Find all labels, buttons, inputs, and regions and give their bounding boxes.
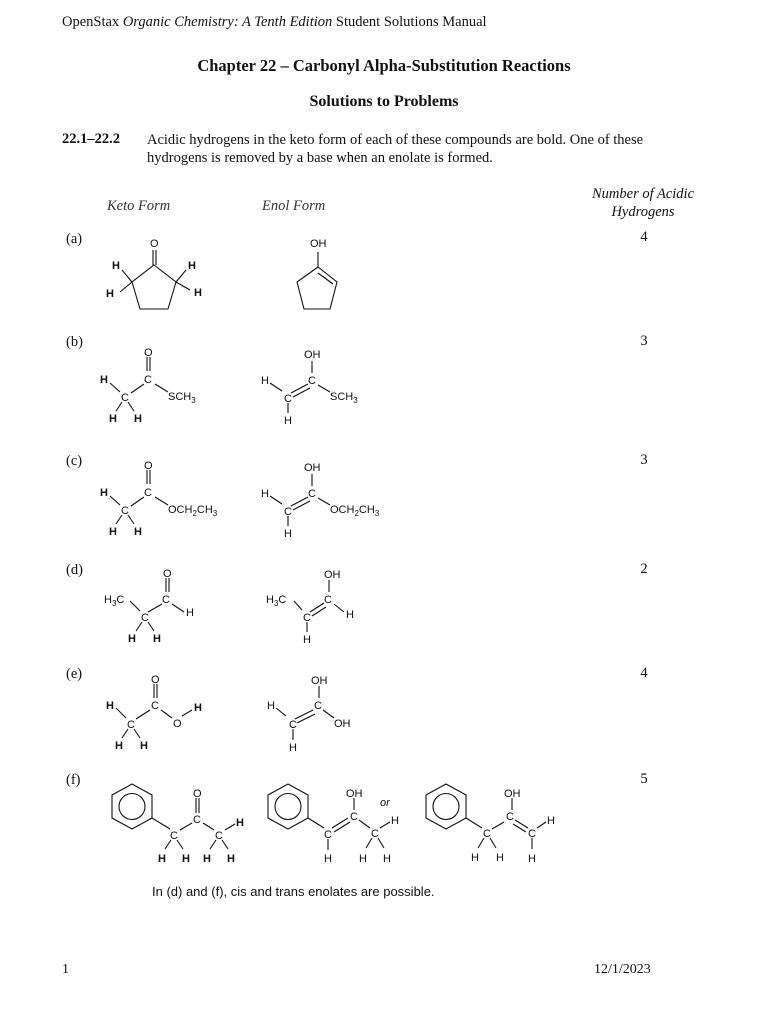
bond xyxy=(176,282,190,290)
keto-column-heading: Keto Form xyxy=(107,198,171,214)
row-count-f: 5 xyxy=(640,771,648,787)
double-bond xyxy=(312,607,326,616)
atom-h: H xyxy=(194,702,202,714)
structure-f-enol-terminal xyxy=(420,778,570,868)
atom-c: C xyxy=(506,811,514,823)
group-och2ch3: $OCH_2CH_3$ xyxy=(330,504,380,518)
atom-oh: OH xyxy=(334,718,351,730)
problem-number: 22.1–22.2 xyxy=(62,131,120,147)
row-count-c: 3 xyxy=(640,452,648,468)
problem-intro: Acidic hydrogens in the keto form of each of these compounds are bold. One of these hydrogens is removed by a base when an enolate is formed. xyxy=(147,132,644,166)
structure-e-keto xyxy=(102,672,222,757)
double-bond xyxy=(334,822,350,832)
double-bond xyxy=(291,497,308,506)
cyclopentene-ring xyxy=(297,267,337,309)
atom-c: C xyxy=(324,829,332,841)
atom-o: O xyxy=(163,568,172,580)
bond xyxy=(318,385,330,392)
atom-h-acidic: H xyxy=(109,526,117,538)
atom-c: C xyxy=(308,488,316,500)
atom-oh: OH xyxy=(324,569,341,581)
row-label-b: (b) xyxy=(66,334,83,350)
bond xyxy=(131,497,144,506)
atom-c: C xyxy=(371,828,379,840)
row-label-e: (e) xyxy=(66,666,83,682)
atom-h-acidic: H xyxy=(203,853,211,865)
atom-h: H xyxy=(261,375,269,387)
bond xyxy=(116,708,126,718)
atom-oh: OH xyxy=(504,788,521,800)
atom-o: O xyxy=(144,347,153,359)
bond xyxy=(492,822,504,829)
atom-oh: OH xyxy=(310,238,327,250)
atom-o: O xyxy=(173,718,182,730)
benzene-ring xyxy=(426,784,466,829)
atom-h-acidic: H xyxy=(106,288,114,300)
atom-h: H xyxy=(284,415,292,427)
double-bond xyxy=(293,388,310,397)
group-h3c: $H_3C$ xyxy=(104,594,125,608)
row-label-a: (a) xyxy=(66,231,83,247)
double-bond xyxy=(310,603,324,612)
atom-oh: OH xyxy=(311,675,328,687)
atom-c: C xyxy=(308,375,316,387)
structure-e-enol xyxy=(264,672,374,757)
atom-h: H xyxy=(346,609,354,621)
atom-h-acidic: H xyxy=(109,413,117,425)
bond xyxy=(155,384,168,392)
atom-h: H xyxy=(186,607,194,619)
atom-o: O xyxy=(193,788,202,800)
bond xyxy=(359,820,370,828)
atom-h-acidic: H xyxy=(188,260,196,272)
structure-d-enol xyxy=(264,566,384,651)
atom-c: C xyxy=(144,374,152,386)
structure-f-keto xyxy=(104,778,254,868)
atom-c: C xyxy=(170,830,178,842)
atom-h: H xyxy=(261,488,269,500)
atom-h: H xyxy=(359,853,367,865)
atom-h-acidic: H xyxy=(236,817,244,829)
atom-oh: OH xyxy=(304,462,321,474)
atom-c: C xyxy=(141,612,149,624)
atom-h: H xyxy=(547,815,555,827)
double-bond xyxy=(295,710,313,719)
atom-h: H xyxy=(496,852,504,864)
bond xyxy=(270,383,282,391)
group-och2ch3: $OCH_2CH_3$ xyxy=(168,504,218,518)
header-suffix: Student Solutions Manual xyxy=(332,14,487,30)
bond xyxy=(334,604,344,612)
structure-a-enol xyxy=(282,232,362,317)
cyclopentane-ring xyxy=(132,265,176,309)
atom-h-acidic: H xyxy=(115,740,123,752)
atom-c: C xyxy=(151,700,159,712)
double-bond-inner xyxy=(318,273,333,284)
bond xyxy=(537,822,546,828)
bond xyxy=(182,710,192,716)
bond xyxy=(148,604,162,612)
structure-b-keto xyxy=(96,345,226,430)
chapter-title: Chapter 22 – Carbonyl Alpha-Substitution Reactions xyxy=(197,56,571,75)
atom-h-acidic: H xyxy=(194,287,202,299)
bond xyxy=(122,270,132,282)
cis-trans-note: In (d) and (f), cis and trans enolates are possible. xyxy=(152,884,435,899)
structure-a-keto xyxy=(100,232,210,317)
bond xyxy=(180,823,192,830)
atom-h: H xyxy=(303,634,311,646)
atom-c: C xyxy=(193,814,201,826)
atom-c: C xyxy=(289,719,297,731)
count-column-heading xyxy=(578,185,708,221)
atom-h-acidic: H xyxy=(100,487,108,499)
enol-column-heading: Enol Form xyxy=(262,198,326,214)
header-book-title: Organic Chemistry: A Tenth Edition xyxy=(122,14,333,30)
count-heading-line2: Hydrogens xyxy=(611,204,675,220)
atom-c: C xyxy=(483,828,491,840)
atom-c: C xyxy=(324,594,332,606)
atom-c: C xyxy=(314,700,322,712)
atom-h-acidic: H xyxy=(182,853,190,865)
bond xyxy=(466,818,482,828)
atom-c: C xyxy=(121,392,129,404)
bond xyxy=(152,818,170,829)
aromatic-circle xyxy=(119,794,145,820)
group-h3c: $H_3C$ xyxy=(266,594,287,608)
atom-h: H xyxy=(391,815,399,827)
row-count-b: 3 xyxy=(640,333,648,349)
bond xyxy=(172,604,184,612)
bond xyxy=(225,824,235,830)
atom-h: H xyxy=(528,853,536,865)
structure-c-keto xyxy=(96,458,236,543)
atom-h-acidic: H xyxy=(227,853,235,865)
atom-h-acidic: H xyxy=(153,633,161,645)
row-count-a: 4 xyxy=(640,229,648,245)
row-count-d: 2 xyxy=(640,561,648,577)
benzene-ring xyxy=(112,784,152,829)
bond xyxy=(130,601,140,611)
atom-h-acidic: H xyxy=(140,740,148,752)
bond xyxy=(308,818,324,828)
bond xyxy=(270,496,282,504)
bond xyxy=(110,496,120,505)
bond xyxy=(294,601,302,610)
atom-c: C xyxy=(284,506,292,518)
or-label: or xyxy=(380,797,390,809)
atom-h: H xyxy=(383,853,391,865)
double-bond xyxy=(291,384,308,393)
bond xyxy=(120,282,132,292)
atom-o: O xyxy=(150,238,159,250)
group-sch3: $SCH_3$ xyxy=(168,391,196,405)
structure-c-enol xyxy=(258,458,398,543)
atom-o: O xyxy=(151,674,160,686)
benzene-ring xyxy=(268,784,308,829)
bond xyxy=(323,710,334,718)
running-header xyxy=(62,14,487,31)
atom-c: C xyxy=(303,612,311,624)
footer-date: 12/1/2023 xyxy=(594,962,651,977)
bond xyxy=(136,710,150,719)
double-bond xyxy=(293,501,310,510)
atom-h-acidic: H xyxy=(112,260,120,272)
structure-f-enol-internal xyxy=(262,778,412,868)
group-sch3: $SCH_3$ xyxy=(330,391,358,405)
atom-h: H xyxy=(324,853,332,865)
atom-h-acidic: H xyxy=(128,633,136,645)
bond xyxy=(110,383,120,392)
atom-c: C xyxy=(284,393,292,405)
row-label-f: (f) xyxy=(66,772,81,788)
bond xyxy=(276,708,286,716)
atom-o: O xyxy=(144,460,153,472)
aromatic-circle xyxy=(275,794,301,820)
atom-c: C xyxy=(528,828,536,840)
atom-h-acidic: H xyxy=(134,413,142,425)
atom-h: H xyxy=(471,852,479,864)
atom-h-acidic: H xyxy=(100,374,108,386)
atom-c: C xyxy=(162,594,170,606)
atom-h: H xyxy=(289,742,297,754)
bond xyxy=(161,710,172,718)
atom-h: H xyxy=(267,700,275,712)
bond xyxy=(155,497,168,505)
double-bond xyxy=(297,714,315,723)
aromatic-circle xyxy=(433,794,459,820)
atom-c: C xyxy=(121,505,129,517)
atom-h: H xyxy=(284,528,292,540)
bond xyxy=(203,823,214,830)
bond xyxy=(318,498,330,505)
count-heading-line1: Number of Acidic xyxy=(591,186,695,202)
section-title: Solutions to Problems xyxy=(309,93,459,110)
atom-c: C xyxy=(127,719,135,731)
atom-oh: OH xyxy=(304,349,321,361)
row-count-e: 4 xyxy=(640,665,648,681)
atom-h-acidic: H xyxy=(158,853,166,865)
bond xyxy=(176,270,186,282)
atom-h-acidic: H xyxy=(106,700,114,712)
atom-c: C xyxy=(144,487,152,499)
structure-d-keto xyxy=(100,566,220,651)
atom-h-acidic: H xyxy=(134,526,142,538)
structure-b-enol xyxy=(258,345,378,430)
bond xyxy=(131,384,144,393)
atom-oh: OH xyxy=(346,788,363,800)
atom-c: C xyxy=(215,830,223,842)
row-label-d: (d) xyxy=(66,562,83,578)
header-prefix: OpenStax xyxy=(62,14,123,30)
page-number: 1 xyxy=(62,962,69,977)
row-label-c: (c) xyxy=(66,453,83,469)
bond xyxy=(380,822,390,828)
atom-c: C xyxy=(350,811,358,823)
double-bond xyxy=(332,818,348,828)
